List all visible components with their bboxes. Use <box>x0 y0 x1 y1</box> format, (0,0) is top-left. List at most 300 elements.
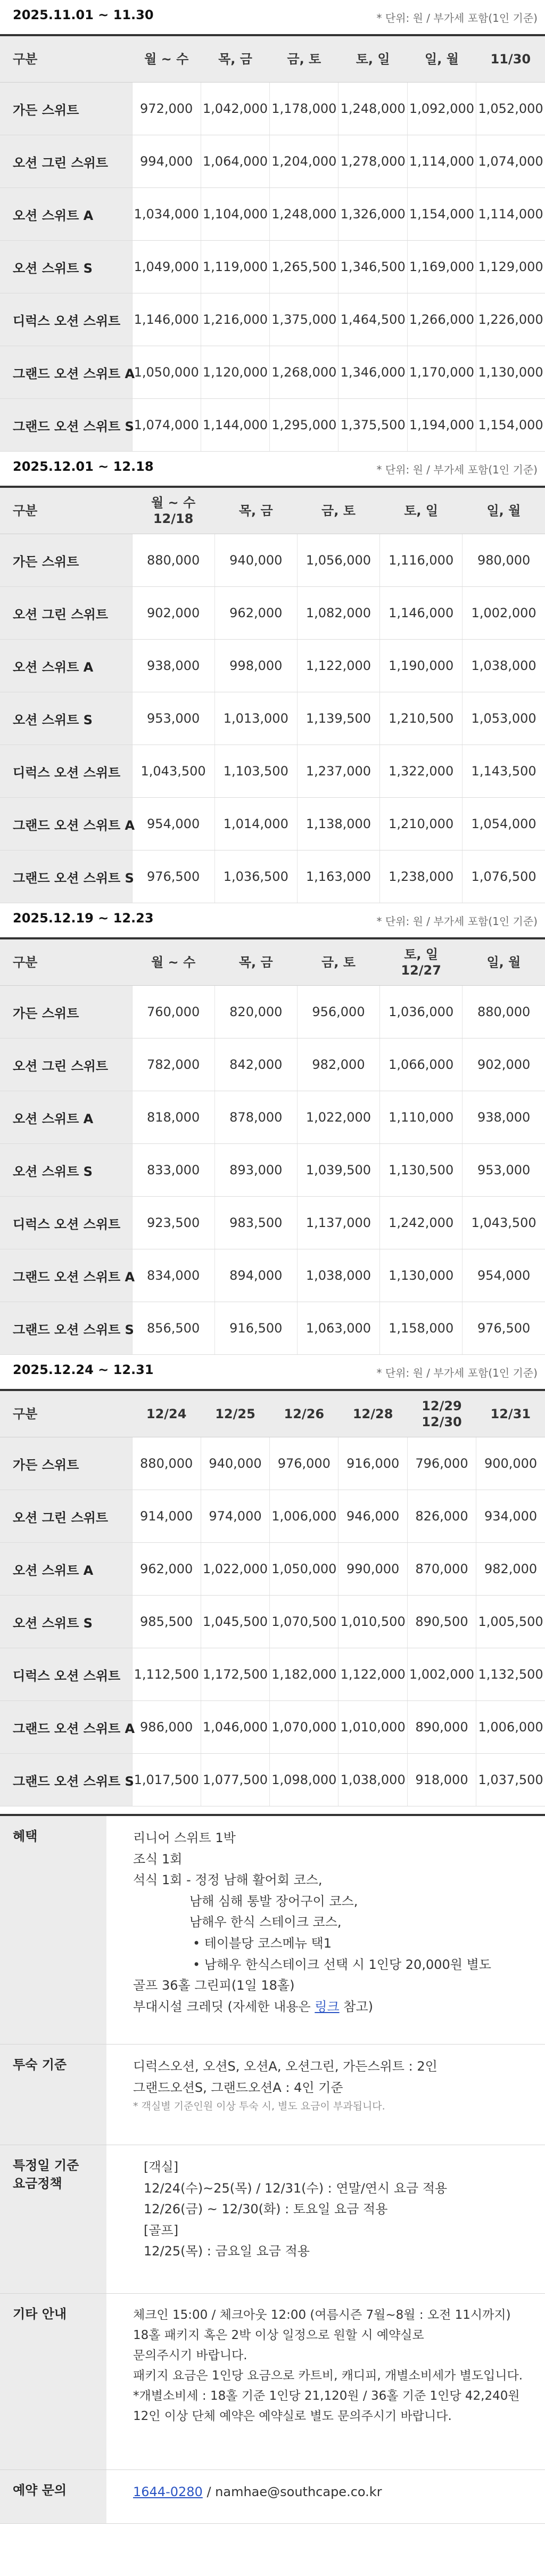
table-row <box>0 1596 545 1648</box>
price-cell: 1,049,000 <box>132 241 201 293</box>
price-cell: 1,070,000 <box>270 1701 338 1754</box>
price-cell: 1,036,500 <box>214 851 297 903</box>
room-type: 오션 그린 스위트 <box>0 1490 132 1543</box>
room-type: 그랜드 오션 스위트 A <box>0 346 132 399</box>
column-header-category: 구분 <box>0 1390 132 1437</box>
table-row <box>0 1302 545 1355</box>
reservation-label: 예약 문의 <box>0 2470 106 2523</box>
price-cell: 1,082,000 <box>297 587 379 640</box>
column-header-category: 구분 <box>0 35 132 83</box>
price-cell: 1,163,000 <box>297 851 379 903</box>
price-cell: 1,014,000 <box>214 798 297 851</box>
table-row <box>0 135 545 188</box>
table-row <box>0 83 545 135</box>
benefits-body <box>106 1816 491 2044</box>
price-cell: 1,210,000 <box>380 798 463 851</box>
price-cell: 894,000 <box>214 1249 297 1302</box>
column-header: 12/28 <box>338 1390 407 1437</box>
price-cell: 1,114,000 <box>407 135 476 188</box>
price-cell: 1,074,000 <box>476 135 545 188</box>
header-row <box>0 35 545 83</box>
price-cell: 1,190,000 <box>380 640 463 692</box>
rate-section <box>0 452 545 903</box>
price-cell: 902,000 <box>132 587 214 640</box>
price-cell: 976,000 <box>270 1437 338 1490</box>
price-cell: 880,000 <box>463 986 545 1038</box>
price-cell: 1,182,000 <box>270 1648 338 1701</box>
credit-text: 부대시설 크레딧 (자세한 내용은 <box>133 1999 315 2014</box>
table-row <box>0 692 545 745</box>
column-header-category: 구분 <box>0 938 132 986</box>
price-cell: 1,346,500 <box>338 241 407 293</box>
info-section <box>0 1814 545 2524</box>
column-header: 토, 일 <box>338 35 407 83</box>
price-cell: 826,000 <box>407 1490 476 1543</box>
price-cell: 1,037,500 <box>476 1754 545 1806</box>
column-header: 월 ~ 수 <box>132 938 214 986</box>
price-cell: 1,146,000 <box>380 587 463 640</box>
special-label-line: 요금정책 <box>13 2176 62 2191</box>
benefits-line: • 테이블당 코스메뉴 택1 <box>193 1935 332 1951</box>
period-title: 2025.12.19 ~ 12.23 <box>13 911 154 926</box>
price-cell: 974,000 <box>201 1490 269 1543</box>
room-type: 디럭스 오션 스위트 <box>0 1197 132 1249</box>
room-type: 그랜드 오션 스위트 A <box>0 1249 132 1302</box>
price-cell: 1,144,000 <box>201 399 269 452</box>
column-header: 일, 월 <box>463 487 545 534</box>
reservation-row <box>0 2470 545 2524</box>
price-cell: 1,063,000 <box>297 1302 379 1355</box>
column-header: 12/29 12/30 <box>407 1390 476 1437</box>
price-cell: 1,132,500 <box>476 1648 545 1701</box>
benefits-row <box>0 1816 545 2045</box>
price-cell: 1,056,000 <box>297 534 379 587</box>
column-header: 금, 토 <box>270 35 338 83</box>
price-cell: 1,074,000 <box>132 399 201 452</box>
column-header: 12/25 <box>201 1390 269 1437</box>
price-cell: 1,238,000 <box>380 851 463 903</box>
price-cell: 962,000 <box>132 1543 201 1596</box>
table-row <box>0 798 545 851</box>
price-cell: 1,038,000 <box>463 640 545 692</box>
column-header: 일, 월 <box>463 938 545 986</box>
table-row <box>0 1249 545 1302</box>
price-cell: 1,194,000 <box>407 399 476 452</box>
table-row <box>0 1437 545 1490</box>
price-cell: 1,119,000 <box>201 241 269 293</box>
etc-line: 12인 이상 단체 예약은 예약실로 별도 문의주시기 바랍니다. <box>133 2409 452 2423</box>
room-type: 오션 스위트 S <box>0 692 132 745</box>
price-cell: 916,000 <box>338 1437 407 1490</box>
price-cell: 890,000 <box>407 1701 476 1754</box>
price-cell: 833,000 <box>132 1144 214 1197</box>
price-cell: 1,375,000 <box>270 293 338 346</box>
price-cell: 985,500 <box>132 1596 201 1648</box>
price-cell: 1,038,000 <box>338 1754 407 1806</box>
price-cell: 976,500 <box>132 851 214 903</box>
price-cell: 1,346,000 <box>338 346 407 399</box>
period-title: 2025.12.01 ~ 12.18 <box>13 459 154 474</box>
table-row <box>0 1197 545 1249</box>
etc-line: *개별소비세 : 18홀 기준 1인당 21,120원 / 36홀 기준 1인당 42,240원 <box>133 2389 520 2403</box>
benefits-line-credit <box>133 1997 491 2018</box>
section-header <box>0 452 545 486</box>
rate-section <box>0 1355 545 1806</box>
price-cell: 946,000 <box>338 1490 407 1543</box>
special-label-line: 특정일 기준 <box>13 2158 79 2173</box>
price-cell: 1,295,000 <box>270 399 338 452</box>
room-type: 오션 스위트 A <box>0 1543 132 1596</box>
unit-note: * 단위: 원 / 부가세 포함(1인 기준) <box>376 463 538 476</box>
price-cell: 1,178,000 <box>270 83 338 135</box>
special-label <box>0 2145 106 2293</box>
table-row <box>0 1091 545 1144</box>
price-cell: 1,172,500 <box>201 1648 269 1701</box>
table-row <box>0 346 545 399</box>
price-cell: 1,266,000 <box>407 293 476 346</box>
price-cell: 976,500 <box>463 1302 545 1355</box>
price-cell: 1,045,500 <box>201 1596 269 1648</box>
column-header: 12/31 <box>476 1390 545 1437</box>
price-cell: 1,006,000 <box>270 1490 338 1543</box>
price-cell: 1,158,000 <box>380 1302 463 1355</box>
table-row <box>0 534 545 587</box>
price-cell: 1,116,000 <box>380 534 463 587</box>
room-type: 오션 스위트 S <box>0 1596 132 1648</box>
column-header: 월 ~ 수 12/18 <box>132 487 214 534</box>
price-cell: 990,000 <box>338 1543 407 1596</box>
price-cell: 1,268,000 <box>270 346 338 399</box>
price-cell: 980,000 <box>463 534 545 587</box>
price-cell: 1,139,500 <box>297 692 379 745</box>
column-header: 금, 토 <box>297 938 379 986</box>
price-cell: 796,000 <box>407 1437 476 1490</box>
price-cell: 1,066,000 <box>380 1038 463 1091</box>
reservation-line <box>133 2482 382 2503</box>
separator: / <box>202 2484 216 2499</box>
unit-note: * 단위: 원 / 부가세 포함(1인 기준) <box>376 1367 538 1379</box>
price-cell: 1,146,000 <box>132 293 201 346</box>
price-cell: 1,112,500 <box>132 1648 201 1701</box>
table-row <box>0 851 545 903</box>
rate-table <box>0 486 545 903</box>
price-cell: 1,038,000 <box>297 1249 379 1302</box>
table-row <box>0 1543 545 1596</box>
unit-note: * 단위: 원 / 부가세 포함(1인 기준) <box>376 915 538 928</box>
price-cell: 1,154,000 <box>476 399 545 452</box>
price-cell: 1,210,500 <box>380 692 463 745</box>
etc-line: 패키지 요금은 1인당 요금으로 카트비, 캐디피, 개별소비세가 별도입니다. <box>133 2368 523 2383</box>
price-cell: 1,053,000 <box>463 692 545 745</box>
table-row <box>0 1144 545 1197</box>
table-row <box>0 986 545 1038</box>
price-cell: 1,092,000 <box>407 83 476 135</box>
special-row <box>0 2145 545 2294</box>
price-cell: 1,017,500 <box>132 1754 201 1806</box>
price-cell: 880,000 <box>132 1437 201 1490</box>
price-cell: 1,265,500 <box>270 241 338 293</box>
price-cell: 982,000 <box>297 1038 379 1091</box>
table-row <box>0 1701 545 1754</box>
column-header: 토, 일 <box>380 487 463 534</box>
price-cell: 1,122,000 <box>297 640 379 692</box>
price-cell: 1,278,000 <box>338 135 407 188</box>
price-cell: 1,114,000 <box>476 188 545 241</box>
room-type: 디럭스 오션 스위트 <box>0 745 132 798</box>
table-row <box>0 293 545 346</box>
detail-link[interactable]: 링크 <box>315 1999 340 2014</box>
price-cell: 954,000 <box>132 798 214 851</box>
price-cell: 1,110,000 <box>380 1091 463 1144</box>
price-cell: 940,000 <box>214 534 297 587</box>
room-type: 그랜드 오션 스위트 A <box>0 798 132 851</box>
price-cell: 1,036,000 <box>380 986 463 1038</box>
table-row <box>0 188 545 241</box>
room-type: 그랜드 오션 스위트 S <box>0 851 132 903</box>
price-cell: 1,039,500 <box>297 1144 379 1197</box>
price-cell: 1,326,000 <box>338 188 407 241</box>
price-cell: 1,022,000 <box>297 1091 379 1144</box>
price-cell: 1,464,500 <box>338 293 407 346</box>
price-cell: 972,000 <box>132 83 201 135</box>
price-cell: 1,242,000 <box>380 1197 463 1249</box>
header-row <box>0 1390 545 1437</box>
credit-text-end: 참고) <box>339 1999 374 2014</box>
special-line: 12/25(목) : 금요일 요금 적용 <box>144 2244 310 2259</box>
price-cell: 1,137,000 <box>297 1197 379 1249</box>
price-cell: 1,237,000 <box>297 745 379 798</box>
price-cell: 934,000 <box>476 1490 545 1543</box>
price-cell: 782,000 <box>132 1038 214 1091</box>
column-header: 월 ~ 수 <box>132 35 201 83</box>
table-row <box>0 1038 545 1091</box>
price-cell: 994,000 <box>132 135 201 188</box>
price-cell: 938,000 <box>463 1091 545 1144</box>
table-row <box>0 1754 545 1806</box>
column-header: 12/26 <box>270 1390 338 1437</box>
benefits-line: 골프 36홀 그린피(1일 18홀) <box>133 1978 295 1993</box>
etc-label: 기타 안내 <box>0 2294 106 2469</box>
price-cell: 1,322,000 <box>380 745 463 798</box>
table-row <box>0 745 545 798</box>
price-cell: 1,052,000 <box>476 83 545 135</box>
room-type: 오션 스위트 S <box>0 1144 132 1197</box>
price-cell: 1,002,000 <box>407 1648 476 1701</box>
price-cell: 1,064,000 <box>201 135 269 188</box>
price-cell: 1,077,500 <box>201 1754 269 1806</box>
benefits-label: 혜택 <box>0 1816 106 2044</box>
etc-line: 체크인 15:00 / 체크아웃 12:00 (여름시즌 7월~8월 : 오전 11시까지) <box>133 2308 511 2322</box>
price-cell: 1,050,000 <box>270 1543 338 1596</box>
etc-line: 문의주시기 바랍니다. <box>133 2348 247 2362</box>
price-cell: 1,006,000 <box>476 1701 545 1754</box>
email-text: namhae@southcape.co.kr <box>215 2484 382 2499</box>
price-cell: 986,000 <box>132 1701 201 1754</box>
column-header: 12/24 <box>132 1390 201 1437</box>
table-row <box>0 1648 545 1701</box>
price-cell: 880,000 <box>132 534 214 587</box>
rate-table <box>0 1389 545 1806</box>
price-cell: 1,226,000 <box>476 293 545 346</box>
column-header: 목, 금 <box>214 938 297 986</box>
price-cell: 953,000 <box>132 692 214 745</box>
price-cell: 953,000 <box>463 1144 545 1197</box>
room-type: 가든 스위트 <box>0 986 132 1038</box>
price-cell: 1,248,000 <box>338 83 407 135</box>
price-cell: 902,000 <box>463 1038 545 1091</box>
header-row <box>0 487 545 534</box>
price-cell: 1,013,000 <box>214 692 297 745</box>
room-type: 오션 그린 스위트 <box>0 587 132 640</box>
price-cell: 998,000 <box>214 640 297 692</box>
benefits-line: 리니어 스위트 1박 <box>133 1830 236 1845</box>
room-type: 오션 스위트 A <box>0 1091 132 1144</box>
benefits-line: 석식 1회 - 정정 남해 활어회 코스, <box>133 1872 323 1888</box>
room-type: 그랜드 오션 스위트 A <box>0 1701 132 1754</box>
price-cell: 1,010,500 <box>338 1596 407 1648</box>
etc-row <box>0 2294 545 2470</box>
price-cell: 1,120,000 <box>201 346 269 399</box>
table-row <box>0 241 545 293</box>
price-cell: 1,375,500 <box>338 399 407 452</box>
occupancy-body <box>106 2045 437 2145</box>
price-cell: 870,000 <box>407 1543 476 1596</box>
rate-section <box>0 903 545 1355</box>
price-cell: 962,000 <box>214 587 297 640</box>
room-type: 오션 스위트 S <box>0 241 132 293</box>
room-type: 가든 스위트 <box>0 1437 132 1490</box>
column-header: 일, 월 <box>407 35 476 83</box>
price-cell: 1,043,500 <box>463 1197 545 1249</box>
room-type: 오션 스위트 A <box>0 188 132 241</box>
price-cell: 890,500 <box>407 1596 476 1648</box>
period-title: 2025.11.01 ~ 11.30 <box>13 7 154 22</box>
price-cell: 1,054,000 <box>463 798 545 851</box>
table-row <box>0 1490 545 1543</box>
price-cell: 818,000 <box>132 1091 214 1144</box>
price-cell: 918,000 <box>407 1754 476 1806</box>
occupancy-note: * 객실별 기준인원 이상 투숙 시, 별도 요금이 부과됩니다. <box>133 2100 385 2113</box>
column-header: 금, 토 <box>297 487 379 534</box>
column-header: 토, 일 12/27 <box>380 938 463 986</box>
price-cell: 1,046,000 <box>201 1701 269 1754</box>
occupancy-label: 투숙 기준 <box>0 2045 106 2145</box>
period-title: 2025.12.24 ~ 12.31 <box>13 1362 154 1377</box>
price-cell: 1,216,000 <box>201 293 269 346</box>
special-line: 12/26(금) ~ 12/30(화) : 토요일 요금 적용 <box>144 2202 388 2217</box>
price-cell: 760,000 <box>132 986 214 1038</box>
room-type: 가든 스위트 <box>0 534 132 587</box>
price-cell: 1,098,000 <box>270 1754 338 1806</box>
table-row <box>0 587 545 640</box>
price-cell: 1,248,000 <box>270 188 338 241</box>
price-cell: 820,000 <box>214 986 297 1038</box>
price-cell: 1,076,500 <box>463 851 545 903</box>
price-cell: 1,042,000 <box>201 83 269 135</box>
section-header <box>0 1355 545 1389</box>
price-cell: 1,070,500 <box>270 1596 338 1648</box>
special-line: 12/24(수)~25(목) / 12/31(수) : 연말/연시 요금 적용 <box>144 2180 448 2196</box>
room-type: 디럭스 오션 스위트 <box>0 293 132 346</box>
price-cell: 923,500 <box>132 1197 214 1249</box>
table-row <box>0 399 545 452</box>
price-cell: 914,000 <box>132 1490 201 1543</box>
price-cell: 1,169,000 <box>407 241 476 293</box>
price-cell: 1,138,000 <box>297 798 379 851</box>
reservation-body <box>106 2470 382 2523</box>
special-body <box>106 2145 447 2293</box>
price-cell: 916,500 <box>214 1302 297 1355</box>
benefits-line: • 남해우 한식스테이크 선택 시 1인당 20,000원 별도 <box>193 1957 491 1972</box>
price-cell: 878,000 <box>214 1091 297 1144</box>
rate-section <box>0 0 545 452</box>
benefits-line: 남해 심해 통발 장어구이 코스, <box>189 1893 358 1909</box>
phone-link[interactable]: 1644-0280 <box>133 2484 203 2499</box>
price-cell: 1,050,000 <box>132 346 201 399</box>
room-type: 오션 스위트 A <box>0 640 132 692</box>
rate-table <box>0 34 545 452</box>
price-cell: 1,005,500 <box>476 1596 545 1648</box>
room-type: 그랜드 오션 스위트 S <box>0 1302 132 1355</box>
price-cell: 856,500 <box>132 1302 214 1355</box>
column-header-category: 구분 <box>0 487 132 534</box>
rate-table <box>0 937 545 1355</box>
price-cell: 1,130,500 <box>380 1144 463 1197</box>
price-cell: 956,000 <box>297 986 379 1038</box>
price-cell: 1,129,000 <box>476 241 545 293</box>
price-cell: 983,500 <box>214 1197 297 1249</box>
price-cell: 834,000 <box>132 1249 214 1302</box>
price-cell: 1,154,000 <box>407 188 476 241</box>
price-cell: 982,000 <box>476 1543 545 1596</box>
occupancy-row <box>0 2045 545 2145</box>
price-cell: 1,043,500 <box>132 745 214 798</box>
price-cell: 1,122,000 <box>338 1648 407 1701</box>
price-cell: 954,000 <box>463 1249 545 1302</box>
price-cell: 1,104,000 <box>201 188 269 241</box>
price-cell: 940,000 <box>201 1437 269 1490</box>
occupancy-line: 그랜드오션S, 그랜드오션A : 4인 기준 <box>133 2080 343 2095</box>
room-type: 디럭스 오션 스위트 <box>0 1648 132 1701</box>
etc-body <box>106 2294 523 2469</box>
table-row <box>0 640 545 692</box>
room-type: 오션 그린 스위트 <box>0 1038 132 1091</box>
special-line: [골프] <box>144 2222 179 2238</box>
header-row <box>0 938 545 986</box>
column-header: 11/30 <box>476 35 545 83</box>
section-header <box>0 903 545 937</box>
room-type: 그랜드 오션 스위트 S <box>0 399 132 452</box>
price-cell: 1,103,500 <box>214 745 297 798</box>
price-cell: 893,000 <box>214 1144 297 1197</box>
price-cell: 1,130,000 <box>380 1249 463 1302</box>
benefits-line: 남해우 한식 스테이크 코스, <box>189 1915 342 1930</box>
price-cell: 1,002,000 <box>463 587 545 640</box>
price-cell: 1,130,000 <box>476 346 545 399</box>
price-cell: 900,000 <box>476 1437 545 1490</box>
price-cell: 842,000 <box>214 1038 297 1091</box>
price-cell: 938,000 <box>132 640 214 692</box>
room-type: 오션 그린 스위트 <box>0 135 132 188</box>
etc-line: 18홀 패키지 혹은 2박 이상 일정으로 원할 시 예약실로 <box>133 2328 424 2342</box>
column-header: 목, 금 <box>201 35 269 83</box>
benefits-line: 조식 1회 <box>133 1851 183 1867</box>
column-header: 목, 금 <box>214 487 297 534</box>
price-cell: 1,010,000 <box>338 1701 407 1754</box>
room-type: 그랜드 오션 스위트 S <box>0 1754 132 1806</box>
price-cell: 1,170,000 <box>407 346 476 399</box>
price-cell: 1,143,500 <box>463 745 545 798</box>
